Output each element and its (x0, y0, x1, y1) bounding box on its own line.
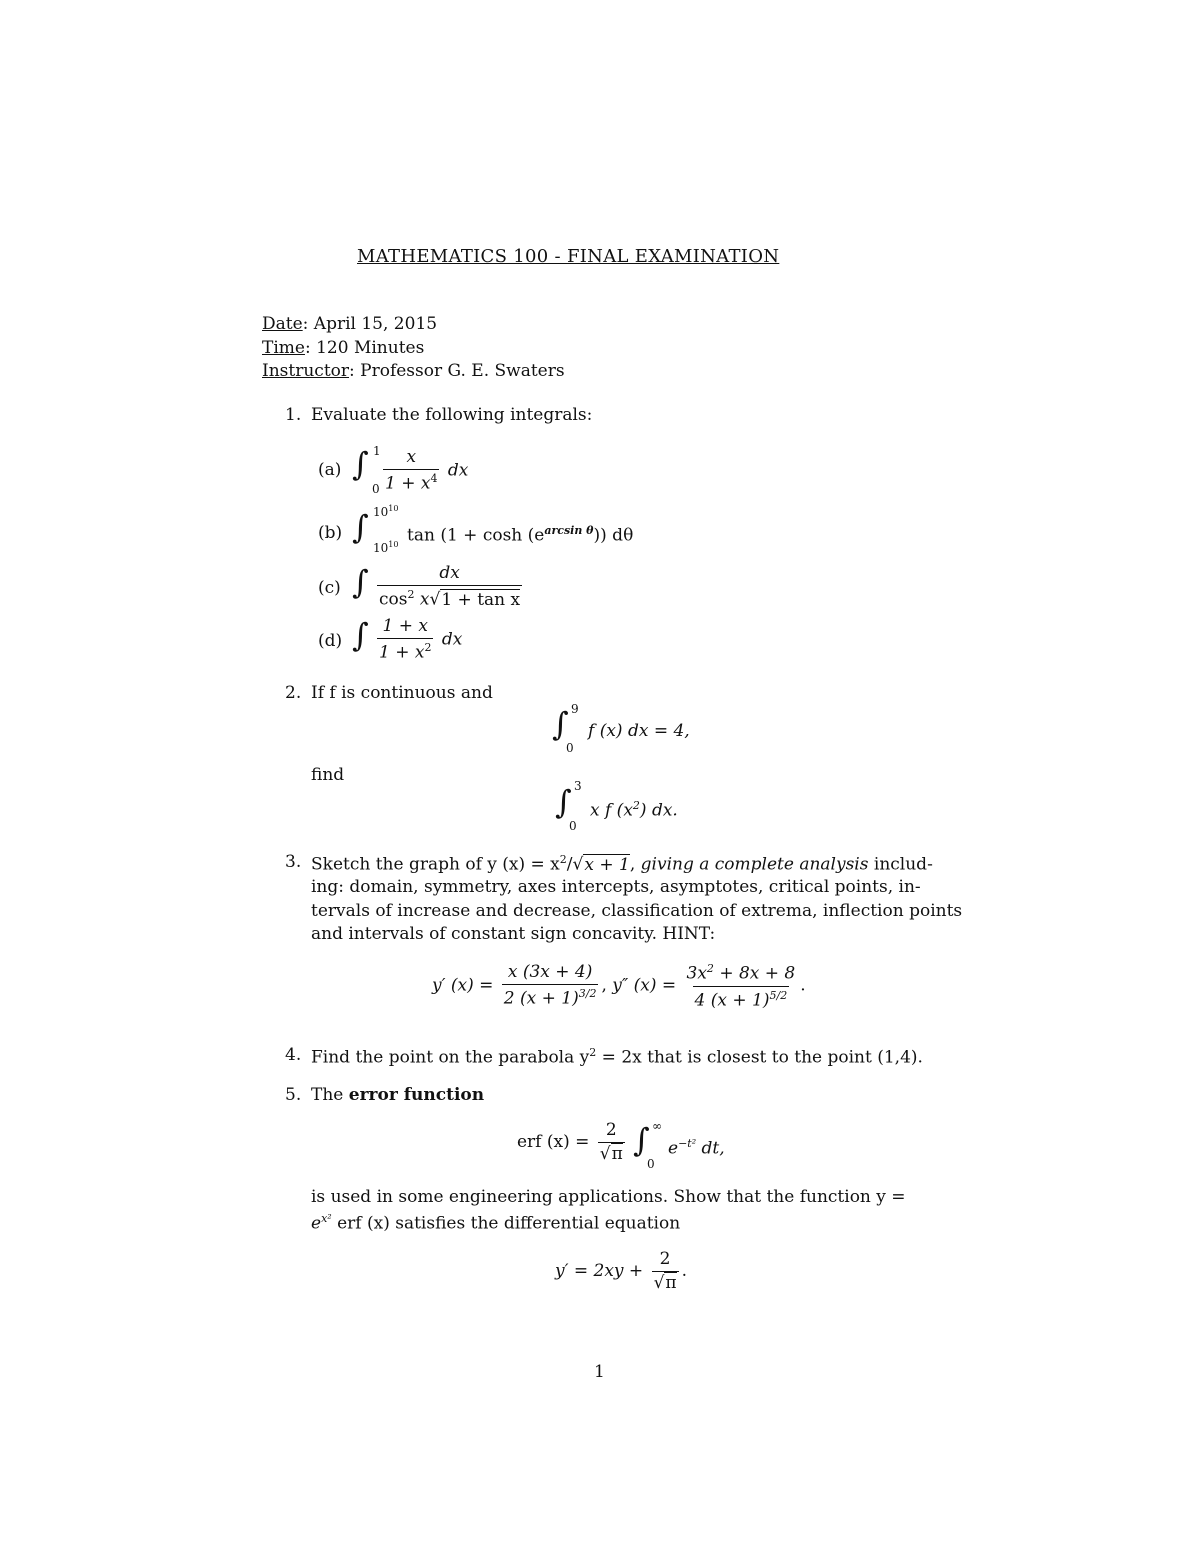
time-value: : 120 Minutes (304, 338, 425, 358)
q5-line1: is used in some engineering applications. Show that the function y = (311, 1187, 906, 1207)
q1c-den-cos: cos (379, 589, 408, 610)
q4-number: 4. (285, 1045, 302, 1065)
date-value: : April 15, 2015 (302, 314, 438, 334)
q1a-denominator: 1 + x (385, 473, 431, 494)
q3-line1-exp: 2 (559, 853, 567, 866)
q2-eq1-body: f (x) dx = 4, (588, 721, 690, 741)
q5-erf-num: 2 (605, 1120, 617, 1140)
q3-line4: and intervals of constant sign concavity. HINT: (311, 924, 716, 944)
exam-title: MATHEMATICS 100 - FINAL EXAMINATION (357, 246, 780, 267)
q1b-lower-exp: 10 (388, 540, 399, 549)
q2-eq2-exp: 2 (632, 799, 640, 812)
q3-hint1-num: x (3x + 4) (507, 962, 593, 983)
q3-line3: tervals of increase and decrease, classification of extrema, inflection points (311, 901, 963, 921)
q2-number: 2. (285, 683, 302, 703)
q3-hint2-num-a: 3x (686, 963, 707, 984)
q1c-den-exp: 2 (407, 588, 415, 601)
q5-erf-tail: dt, (696, 1138, 725, 1159)
q2-eq2-upper: 3 (574, 779, 582, 793)
q1d-denominator-exp: 2 (424, 641, 432, 654)
q5-line2-post: erf (x) satisfies the differential equation (331, 1213, 681, 1234)
q1b-upper-base: 10 (373, 505, 389, 519)
q1b-label: (b) (318, 523, 343, 543)
q1c-expression: $\frac{dx}{\cos^2 x√1 + \tan x}$ (379, 563, 521, 610)
q1a-label: (a) (318, 460, 342, 480)
q1c-integral-sign: ∫ (352, 563, 369, 601)
q1c-label: (c) (318, 578, 341, 598)
q3-line1: Sketch the graph of y $(x) = x^2/√x + 1$, giving a complete analysis includ- (311, 853, 933, 875)
q3-hint-sep: , (601, 975, 613, 996)
q5-erf-e: e (668, 1138, 679, 1159)
q3-line1-comma: , (629, 854, 641, 875)
q1d-expression (374, 618, 462, 662)
q3-hint-end: . (800, 975, 806, 996)
q3-hint2-num-exp: 2 (706, 962, 714, 975)
q5-erf-body (668, 1138, 725, 1158)
q3-hint2-den: 4 (x + 1) (694, 990, 770, 1011)
q1b-lower-base: 10 (373, 541, 389, 555)
q5-number: 5. (285, 1085, 302, 1105)
q1b-lower (373, 541, 398, 554)
q1d-label: (d) (318, 631, 343, 651)
q5-erf-equation: erf (x) = $\frac{2}{√\pi}$ (517, 1120, 623, 1164)
q5-erf-upper: ∞ (652, 1119, 662, 1133)
q3-hint1-den-exp: 3/2 (578, 987, 597, 1001)
q1c-numerator: dx (439, 563, 460, 583)
q5-de-lhs: y′ = 2xy + (555, 1261, 644, 1281)
q4-text (311, 1047, 923, 1067)
q4-exp: 2 (589, 1046, 597, 1059)
q3-line1-pre: Sketch the graph of y (x) = x (311, 854, 560, 875)
q1b-upper (373, 505, 398, 518)
q4-text-pre: Find the point on the parabola y (311, 1047, 590, 1068)
q1b-body: tan (1 + cosh (e (407, 525, 545, 546)
q5-erf-integral-sign: ∫ (633, 1121, 650, 1159)
q1a-expression (380, 449, 468, 493)
instructor-line (262, 363, 565, 380)
instructor-value: : Professor G. E. Swaters (349, 361, 565, 381)
date-line (262, 316, 437, 333)
q1b-exponent: arcsin θ (544, 524, 594, 537)
q2-eq1-integral-sign: ∫ (552, 705, 569, 743)
q1a-differential: dx (447, 460, 469, 481)
q3-line1-italic: giving a complete analysis (640, 854, 869, 875)
q5-intro (311, 1087, 484, 1104)
q2-eq1-upper: 9 (571, 702, 579, 716)
q3-line1-root: x + 1 (584, 854, 630, 875)
q5-line2-exp: x² (321, 1212, 332, 1225)
q3-hint2-den-exp: 5/2 (769, 988, 788, 1002)
q1a-upper: 1 (373, 444, 381, 458)
q2-eq2-body (590, 800, 678, 820)
q1c-den-root: 1 + tan x (441, 589, 521, 610)
q3-hint1-lhs: y′ (x) = (432, 975, 494, 996)
q2-eq2-pre: x f (x (590, 800, 633, 821)
q2-eq1-lower: 0 (566, 741, 574, 755)
q1a-denominator-exp: 4 (430, 472, 438, 485)
q5-text-pre: The (311, 1085, 349, 1105)
q5-de-equation: y′ = 2xy + $\frac{2}{√\pi}$ . (555, 1249, 688, 1293)
q1d-denominator: 1 + x (379, 642, 425, 663)
q5-erf-lhs: erf (x) = (517, 1132, 590, 1152)
q5-erf-den-root: π (611, 1144, 623, 1164)
q1c-den-var: x (414, 589, 430, 610)
q2-eq2-integral-sign: ∫ (555, 783, 572, 821)
page-number: 1 (594, 1362, 605, 1382)
q3-hint2-lhs: y″ (x) = (612, 975, 677, 996)
q1d-differential: dx (441, 629, 463, 650)
q5-de-den-root: π (665, 1273, 677, 1293)
q2-eq2-lower: 0 (569, 819, 577, 833)
q1-number: 1. (285, 405, 302, 425)
time-line (262, 340, 424, 357)
time-label: Time (262, 338, 305, 358)
q1d-numerator: 1 + x (382, 616, 428, 636)
q1a-lower: 0 (372, 482, 380, 496)
q2-text: If f is continuous and (311, 683, 493, 703)
q3-line1-post: includ- (868, 854, 933, 875)
q5-erf-exp: −t² (678, 1137, 697, 1150)
q5-de-num: 2 (659, 1249, 671, 1269)
q1-prompt: Evaluate the following integrals: (311, 405, 593, 425)
q5-line2 (311, 1213, 680, 1233)
q3-hint-equation (432, 963, 806, 1009)
q1a-integral-sign: ∫ (352, 445, 369, 483)
q3-hint1-den: 2 (x + 1) (503, 988, 579, 1009)
q3-hint2-num-b: + 8x + 8 (713, 963, 796, 984)
q3-line1-slash: / (566, 854, 573, 875)
q1b-integral-sign: ∫ (352, 508, 369, 546)
q1b-tail: )) dθ (593, 525, 634, 546)
q1d-integral-sign: ∫ (352, 616, 369, 654)
q5-bold-term: error function (348, 1085, 485, 1105)
q4-text-post: = 2x that is closest to the point (1,4). (596, 1047, 923, 1068)
q3-number: 3. (285, 852, 302, 872)
q1a-numerator: x (406, 447, 417, 467)
q5-erf-lower: 0 (647, 1157, 655, 1171)
q2-eq2-post: ) dx. (639, 800, 678, 821)
q5-de-end: . (681, 1261, 688, 1281)
q1b-expression (407, 525, 633, 545)
q3-line2: ing: domain, symmetry, axes intercepts, asymptotes, critical points, in- (311, 877, 921, 897)
instructor-label: Instructor (262, 361, 350, 381)
q2-find: find (311, 765, 345, 785)
q1b-upper-exp: 10 (388, 504, 399, 513)
q5-line2-e: e (311, 1213, 322, 1234)
date-label: Date (262, 314, 303, 334)
